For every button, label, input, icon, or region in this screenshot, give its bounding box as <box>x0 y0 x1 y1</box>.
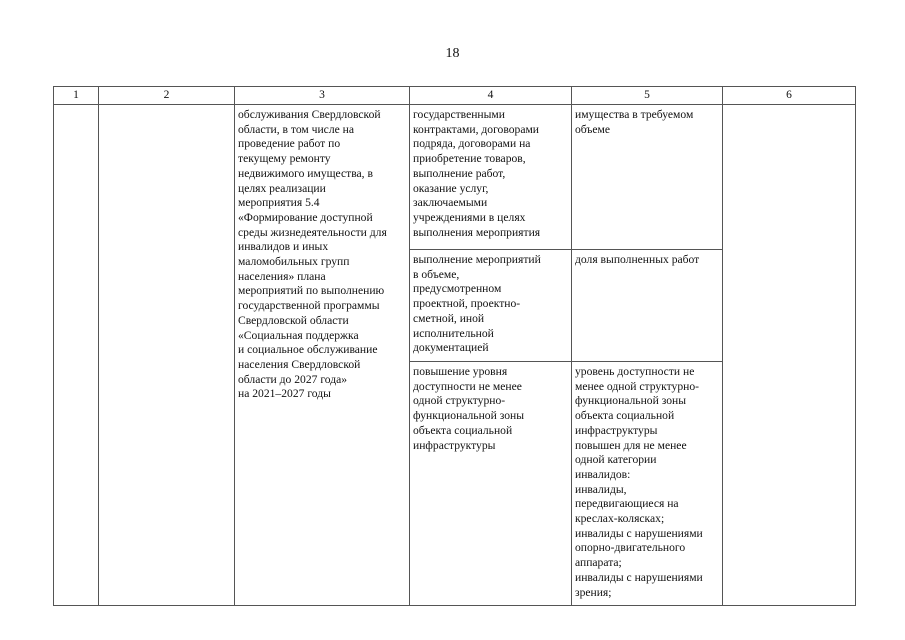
cell-col-4-row-1 <box>410 105 572 250</box>
cell-col-5-row-1 <box>572 105 723 250</box>
col4-text: повышение уровня доступности не менее одной структурно- функциональной зоны объекта социальной инфраструктуры <box>413 365 524 452</box>
header-col-1: 1 <box>54 87 99 105</box>
header-col-5: 5 <box>572 87 723 105</box>
cell-col-5-row-3 <box>572 362 723 606</box>
document-table <box>53 86 856 606</box>
header-col-6: 6 <box>723 87 856 105</box>
col3-text: обслуживания Свердловской области, в том числе на проведение работ по текущему ремонту недвижимого имущества, в целях реализации мероприятия 5.4 «Формирование доступной среды жизнедеятельности для инвалидов и иных маломобильных групп населения» плана мероприятий по выполнению государственной программы Свердловской области «Социальная поддержка и социальное обслуживание населения Свердловской области до 2027 года» на 2021–2027 годы <box>238 108 387 401</box>
cell-col-5-row-2 <box>572 250 723 362</box>
col4-text: государственными контрактами, договорами подряда, договорами на приобретение товаров, выполнение работ, оказание услуг, заключаемыми учреждениями в целях выполнения мероприятия <box>413 108 541 239</box>
col5-text: уровень доступности не менее одной структурно- функциональной зоны объекта социальной инфраструктуры повышен для не менее одной категории инвалидов: инвалиды, передвигающиеся на креслах-колясках; инвалиды с нарушениями опорно-двигательного аппарата; инвалиды с нарушениями зрения; <box>575 365 703 599</box>
cell-col-4-row-2 <box>410 250 572 362</box>
header-row <box>54 87 856 105</box>
cell-col-1 <box>54 105 99 606</box>
col4-text: выполнение мероприятий в объеме, предусмотренном проектной, проектно- сметной, иной исполнительной документацией <box>413 253 541 355</box>
cell-col-4-row-3 <box>410 362 572 606</box>
page-number: 18 <box>445 46 460 61</box>
header-col-4: 4 <box>410 87 572 105</box>
col5-text: доля выполненных работ <box>575 253 700 266</box>
header-col-2: 2 <box>99 87 235 105</box>
header-col-3: 3 <box>235 87 410 105</box>
table-row <box>54 105 856 250</box>
cell-col-3 <box>235 105 410 606</box>
cell-col-2 <box>99 105 235 606</box>
col5-text: имущества в требуемом объеме <box>575 108 694 136</box>
cell-col-6 <box>723 105 856 606</box>
